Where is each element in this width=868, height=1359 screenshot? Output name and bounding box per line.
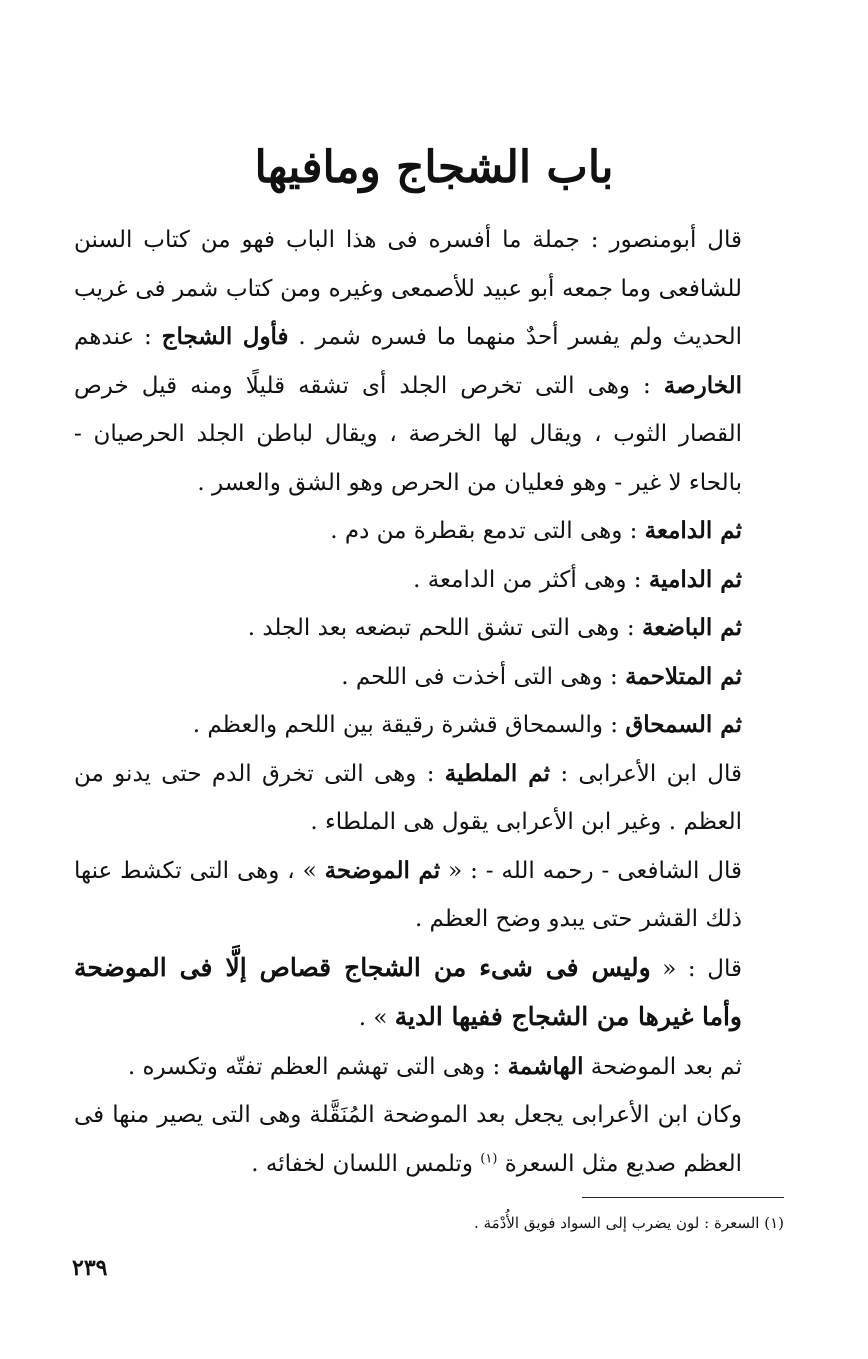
qisas-ruling: وليس فى شىء من الشجاج قصاص إلَّا فى الموضحة وأما غيرها من الشجاج ففيها الدية — [74, 952, 742, 1031]
entry-desc: : والسمحاق قشرة رقيقة بين اللحم والعظم . — [192, 712, 626, 738]
qisas-close: » . — [358, 1005, 395, 1031]
footnote-ref[interactable]: (١) — [480, 1150, 498, 1166]
paragraph-ibn-arabi — [74, 750, 790, 847]
entry-term: ثم الدامية — [648, 565, 742, 593]
entry-desc: : وهى أكثر من الدامعة . — [413, 566, 649, 593]
paragraph-munaqqila — [74, 1091, 790, 1188]
qisas-intro: قال : « — [650, 955, 742, 982]
term-miltiya: ثم الملطية — [444, 759, 550, 787]
entry-term: ثم المتلاحمة — [625, 662, 742, 690]
entry-damiya — [74, 556, 790, 605]
term-awwal-al-shijaj: فأول الشجاج — [161, 323, 289, 350]
entry-simhaq — [74, 701, 790, 750]
shafii-rest: » ، وهى التى تكشط عنها ذلك القشر حتى يبدو وضح العظم . — [74, 857, 742, 932]
entry-desc: : وهى التى أخذت فى اللحم . — [341, 663, 626, 690]
term-hashima: الهاشمة — [507, 1052, 584, 1080]
chapter-title: باب الشجاج ومافيها — [254, 142, 614, 193]
term-mudiha: ثم الموضحة — [324, 856, 441, 884]
munaqqila-text: وكان ابن الأعرابى يجعل بعد الموضحة المُنَقَّلة وهى التى يصير منها فى العظم صديع مثل السعرة — [74, 1102, 742, 1177]
footnote-separator — [582, 1197, 784, 1198]
term-kharisa: الخارصة — [663, 371, 742, 399]
body-text — [74, 216, 790, 1188]
intro-connector: : عندهم — [74, 324, 162, 350]
munaqqila-rest: وتلمس اللسان لخفائه . — [251, 1150, 481, 1177]
entry-desc: : وهى التى تشق اللحم تبضعه بعد الجلد . — [247, 615, 642, 641]
hashima-rest: : وهى التى تهشم العظم تفتّه وتكسره . — [127, 1053, 508, 1080]
entry-term: ثم الباضعة — [641, 614, 742, 641]
footnote: (١) السعرة : لون يضرب إلى السواد فويق الأُدْمَة . — [474, 1214, 784, 1232]
paragraph-shafii — [74, 847, 790, 944]
paragraph-intro — [74, 216, 790, 507]
shafii-intro: قال الشافعى - رحمه الله - : « — [440, 857, 742, 884]
ibn-arabi-intro: قال ابن الأعرابى : — [550, 760, 743, 787]
entry-term: ثم الدامعة — [644, 517, 742, 544]
entry-mutalahima — [74, 653, 790, 702]
entry-term: ثم السمحاق — [625, 711, 742, 738]
paragraph-qisas — [74, 944, 790, 1043]
ibn-arabi-rest: : وهى التى تخرق الدم حتى يدنو من العظم . وغير ابن الأعرابى يقول هى الملطاء . — [74, 760, 742, 835]
entry-damia — [74, 507, 790, 556]
intro-text: قال أبومنصور : جملة ما أفسره فى هذا الباب فهو من كتاب السنن للشافعى وما جمعه أبو عبيد للأصمعى وغيره ومن كتاب شمر فى غريب الحديث ولم يفسر أحدٌ منهما ما فسره شمر . — [74, 227, 743, 350]
intro-rest: : وهى التى تخرص الجلد أى تشقه قليلًا ومنه قيل خرص القصار الثوب ، ويقال لها الخرصة ، ويقال لباطن الجلد الحرصيان - بالحاء لا غير - وهو فعليان من الحرص وهو الشق والعسر . — [74, 372, 742, 496]
paragraph-hashima — [74, 1043, 790, 1092]
page-number: ٢٣٩ — [72, 1255, 108, 1281]
entry-desc: : وهى التى تدمع بقطرة من دم . — [330, 518, 645, 544]
entry-badia — [74, 604, 790, 653]
hashima-intro: ثم بعد الموضحة — [583, 1053, 742, 1080]
